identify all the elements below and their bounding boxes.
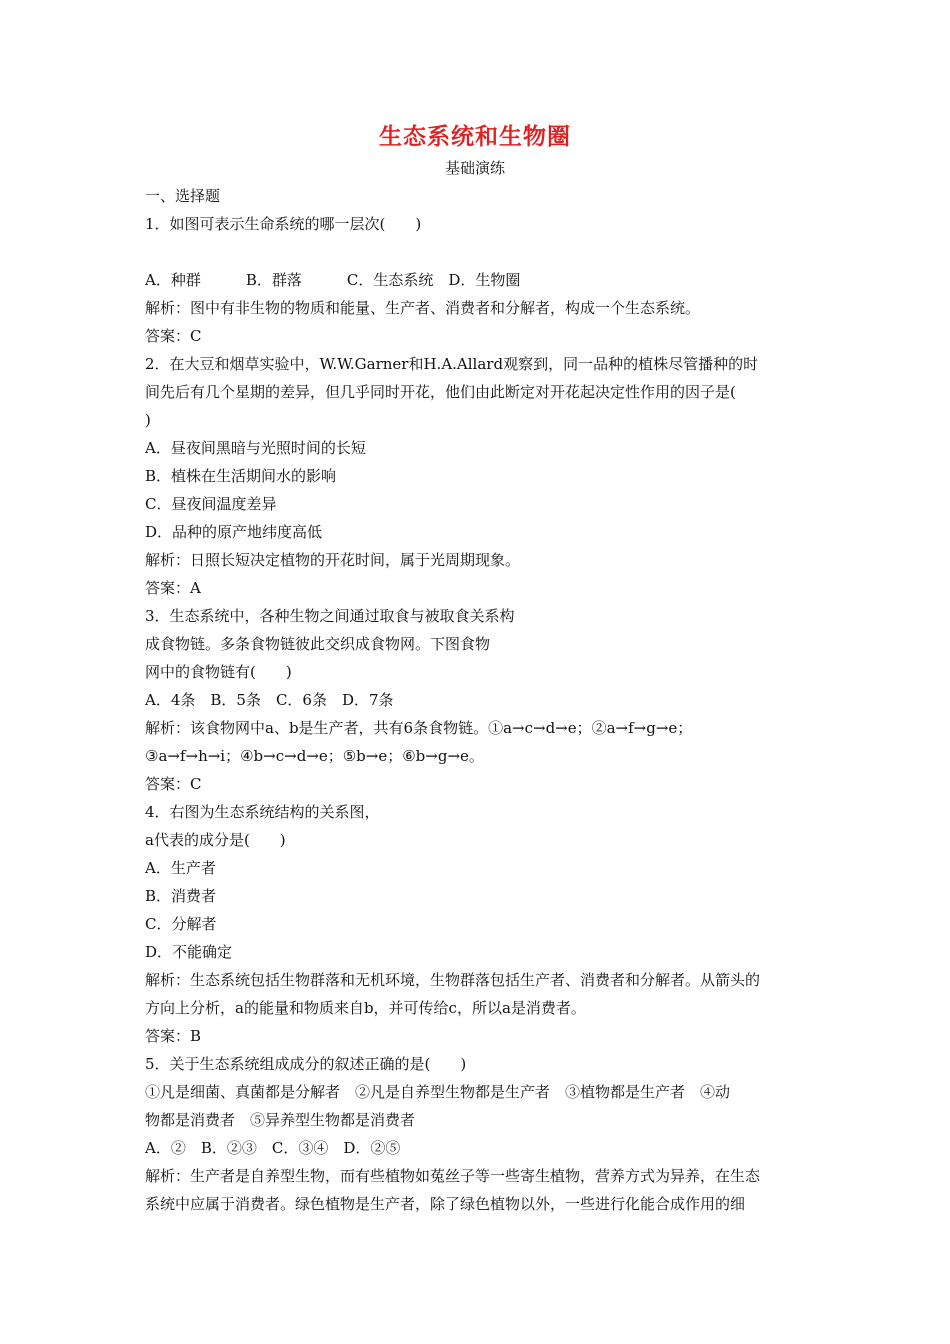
text-line: 4．右图为生态系统结构的关系图， [145, 803, 380, 821]
text-line: C．分解者 [145, 915, 217, 933]
text-line: 5．关于生态系统组成成分的叙述正确的是( ) [145, 1055, 467, 1073]
document-body [145, 182, 810, 1218]
text-line: ) [145, 411, 151, 429]
text-line: C．昼夜间温度差异 [145, 495, 277, 513]
text-line: 间先后有几个星期的差异，但几乎同时开花，他们由此断定对开花起决定性作用的因子是( [145, 383, 736, 401]
text-line: 答案：C [145, 327, 202, 345]
text-line: 答案：B [145, 1027, 202, 1045]
text-line: ①凡是细菌、真菌都是分解者 ②凡是自养型生物都是生产者 ③植物都是生产者 ④动 [145, 1083, 731, 1101]
text-line [145, 238, 810, 266]
text-line: ③a→f→h→i；④b→c→d→e；⑤b→e；⑥b→g→e。 [145, 747, 484, 765]
text-line: D．不能确定 [145, 943, 233, 961]
text-line: 解析：生产者是自养型生物，而有些植物如菟丝子等一些寄生植物，营养方式为异养，在生态 [145, 1167, 761, 1185]
text-line: A．② B．②③ C．③④ D．②⑤ [145, 1139, 401, 1157]
page-subtitle: 基础演练 [444, 159, 505, 177]
text-line: A．昼夜间黑暗与光照时间的长短 [145, 439, 366, 457]
text-line: A．生产者 [145, 859, 216, 877]
text-line: 解析：生态系统包括生物群落和无机环境，生物群落包括生产者、消费者和分解者。从箭头的 [145, 971, 761, 989]
text-line: 解析：图中有非生物的物质和能量、生产者、消费者和分解者，构成一个生态系统。 [145, 299, 701, 317]
text-line: 方向上分析，a的能量和物质来自b，并可传给c，所以a是消费者。 [145, 999, 586, 1017]
text-line: D．品种的原产地纬度高低 [145, 523, 323, 541]
page-title: 生态系统和生物圈 [379, 123, 571, 150]
text-line: 成食物链。多条食物链彼此交织成食物网。下图食物 [145, 635, 491, 653]
text-line: A．种群 B．群落 C．生态系统 D．生物圈 [145, 271, 521, 289]
text-line: 网中的食物链有( ) [145, 663, 292, 681]
text-line: 答案：C [145, 775, 202, 793]
text-line: 物都是消费者 ⑤异养型生物都是消费者 [145, 1111, 416, 1129]
text-line: B．植株在生活期间水的影响 [145, 467, 337, 485]
text-line: a代表的成分是( ) [145, 831, 286, 849]
text-line: 2．在大豆和烟草实验中，W.W.Garner和H.A.Allard观察到，同一品种的植株尽管播种的时 [145, 355, 759, 373]
text-line: 一、选择题 [145, 187, 221, 205]
text-line: 解析：日照长短决定植物的开花时间，属于光周期现象。 [145, 551, 521, 569]
text-line: 答案：A [145, 579, 201, 597]
text-line: 1．如图可表示生命系统的哪一层次( ) [145, 215, 422, 233]
text-line: 解析：该食物网中a、b是生产者，共有6条食物链。①a→c→d→e；②a→f→g→e； [145, 719, 693, 737]
text-line: A．4条 B．5条 C．6条 D．7条 [145, 691, 394, 709]
text-line: B．消费者 [145, 887, 217, 905]
text-line: 3．生态系统中，各种生物之间通过取食与被取食关系构 [145, 607, 515, 625]
text-line: 系统中应属于消费者。绿色植物是生产者，除了绿色植物以外，一些进行化能合成作用的细 [145, 1195, 746, 1213]
